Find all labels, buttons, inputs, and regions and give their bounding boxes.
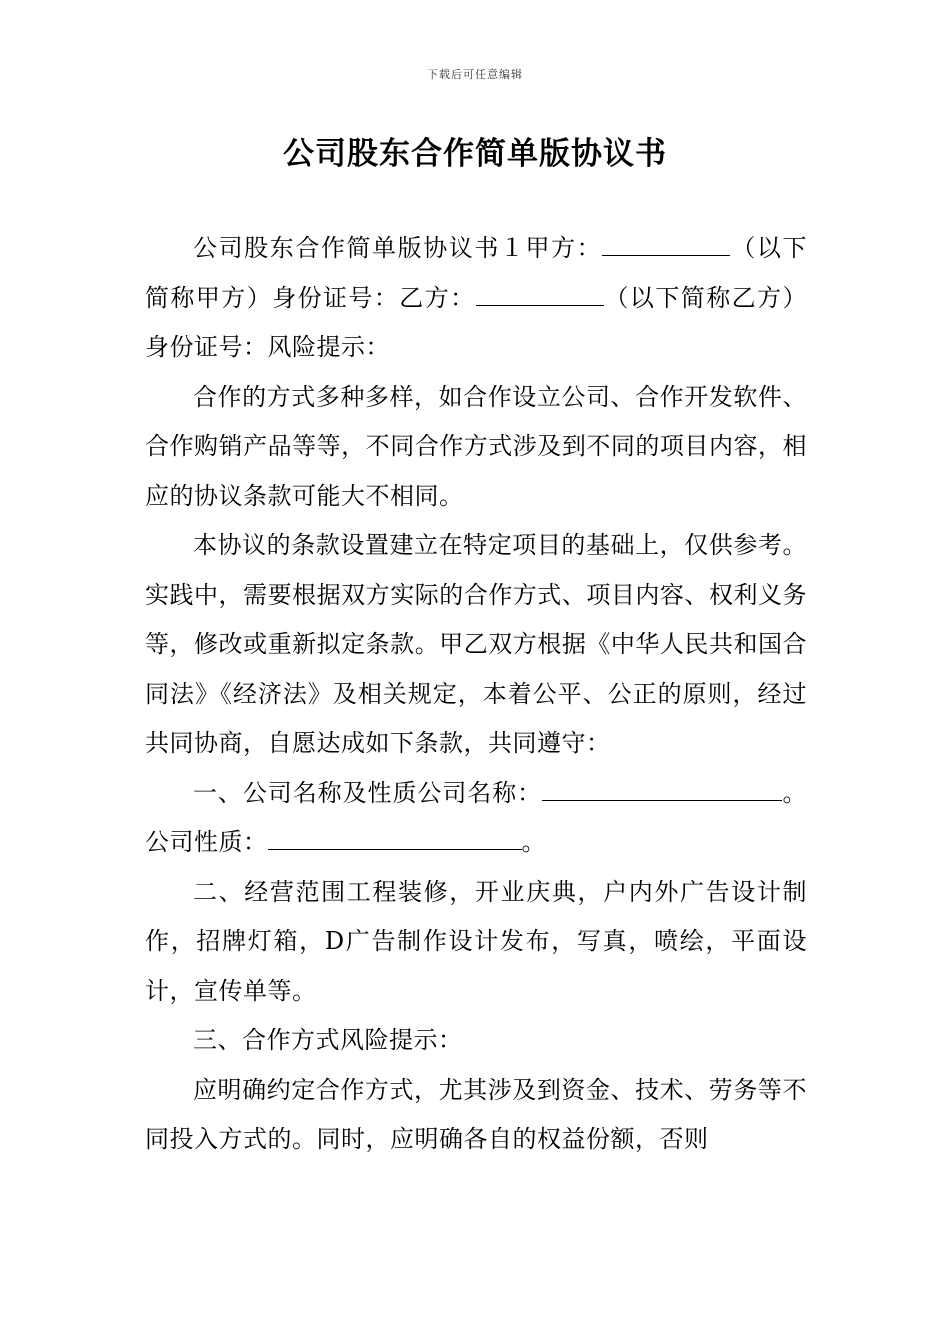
company-name-label: 一、公司名称及性质公司名称： — [193, 778, 543, 807]
party-b-blank — [476, 279, 604, 306]
document-body — [145, 224, 807, 1165]
paragraph-terms-basis: 本协议的条款设置建立在特定项目的基础上，仅供参考。实践中，需要根据双方实际的合作方式、项目内容、权利义务等，修改或重新拟定条款。甲乙双方根据《中华人民共和国合同法》《经济法》及相关规定，本着公平、公正的原则，经过共同协商，自愿达成如下条款，共同遵守： — [145, 531, 807, 757]
document-title: 公司股东合作简单版协议书 — [283, 136, 667, 172]
paragraph-cooperation-detail: 应明确约定合作方式，尤其涉及到资金、技术、劳务等不同投入方式的。同时，应明确各自的权益份额，否则 — [145, 1075, 807, 1153]
company-nature-label: 。公司性质： — [145, 778, 808, 856]
risk-label: （以下简称乙方）身份证号：风险提示： — [145, 283, 808, 361]
company-name-blank — [542, 774, 782, 801]
company-nature-blank — [268, 823, 522, 850]
party-a-label: 公司股东合作简单版协议书１甲方： — [193, 234, 603, 262]
company-nature-end: 。 — [521, 828, 546, 856]
paragraph-cooperation-methods: 合作的方式多种多样，如合作设立公司、合作开发软件、合作购销产品等等，不同合作方式涉及到不同的项目内容，相应的协议条款可能大不相同。 — [145, 382, 807, 510]
paragraph-company-name — [145, 769, 807, 868]
header-note: 下载后可任意编辑 — [427, 68, 523, 81]
paragraph-cooperation-heading: 三、合作方式风险提示： — [193, 1026, 463, 1054]
paragraph-parties — [145, 224, 807, 373]
party-b-label: （以下简称甲方）身份证号：乙方： — [145, 234, 808, 312]
paragraph-business-scope: 二、经营范围工程装修，开业庆典，户内外广告设计制作，招牌灯箱，D广告制作设计发布，写真，喷绘，平面设计，宣传单等。 — [145, 877, 807, 1005]
party-a-blank — [602, 229, 730, 256]
